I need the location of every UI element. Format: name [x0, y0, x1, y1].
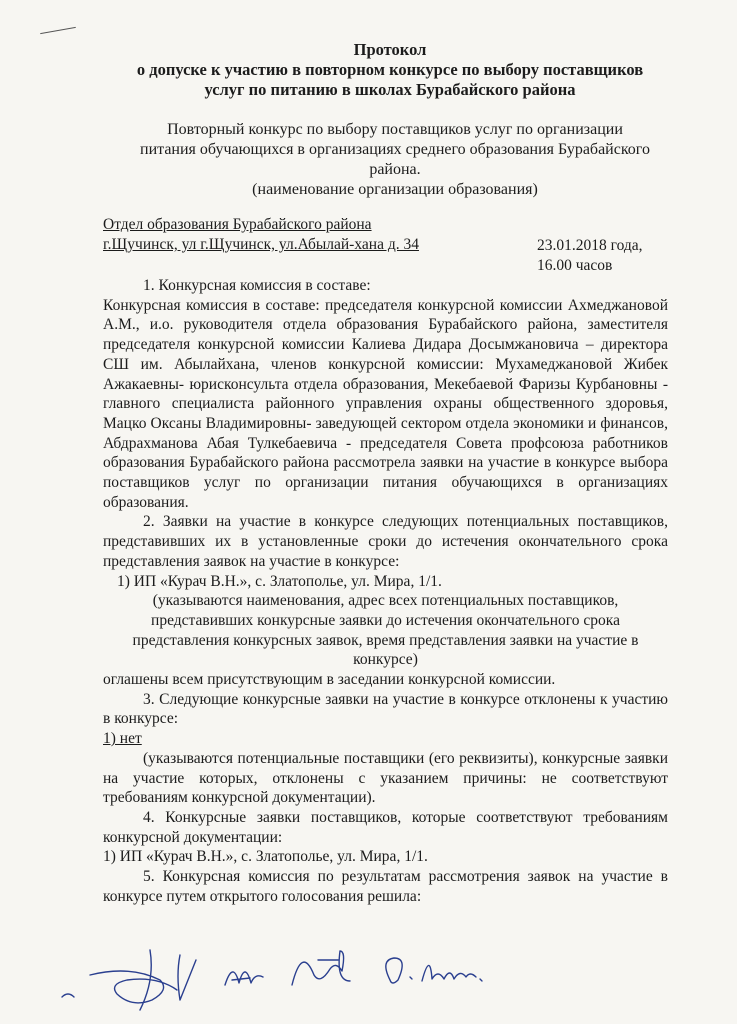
section-2-after: оглашены всем присутствующим в заседании конкурсной комиссии.	[103, 671, 556, 689]
title-line-1: Протокол	[353, 40, 427, 59]
section-2-note: (указываются наименования, адрес всех потенциальных поставщиков, представивших конкурсные заявки до истечения окончательного срока представления конкурсных заявок, время представления заявки на участие в конкурсе)	[132, 592, 639, 669]
section-3-text: 3. Следующие конкурсные заявки на участие в конкурсе отклонены к участию в конкурсе:	[103, 690, 668, 728]
signatures-area	[60, 935, 520, 1015]
section-3-item: 1) нет	[103, 730, 142, 748]
signature-3	[292, 951, 350, 985]
organization-name: Отдел образования Бурабайского района	[103, 216, 372, 233]
intro-line-1: Повторный конкурс по выбору поставщиков услуг по организации	[167, 121, 623, 138]
intro-line-4: (наименование организации образования)	[252, 181, 538, 198]
signature-2	[225, 972, 263, 985]
signature-4	[386, 958, 482, 983]
document-body	[103, 276, 668, 907]
title-line-3: услуг по питанию в школах Бурабайского района	[204, 80, 576, 99]
intro-line-3: района.	[369, 161, 421, 178]
intro-block	[110, 120, 680, 200]
signature-1	[62, 950, 196, 1010]
meeting-date: 23.01.2018 года,	[537, 237, 643, 254]
section-1-heading: 1. Конкурсная комиссия в составе:	[143, 277, 371, 294]
section-5-text: 5. Конкурсная комиссия по результатам рассмотрения заявок на участие в конкурсе путем открытого голосования решила:	[103, 868, 668, 905]
date-block	[537, 236, 643, 276]
section-4-item: 1) ИП «Курач В.Н.», с. Златополье, ул. Мира, 1/1.	[103, 848, 428, 866]
section-2-text: 2. Заявки на участие в конкурсе следующих потенциальных поставщиков, представивших их в установленные сроки до истечения окончательного срока представления заявок на участие в конкурсе:	[103, 513, 668, 570]
section-4-text: 4. Конкурсные заявки поставщиков, которые соответствуют требованиям конкурсной документации:	[103, 808, 668, 846]
meeting-time: 16.00 часов	[537, 257, 613, 274]
section-1-text: Конкурсная комиссия в составе: председателя конкурсной комиссии Ахмеджановой А.М., и.о. руководителя отдела образования Бурабайского района, заместителя председателя конкурсной комиссии Калиева Дидара Досымжановича – директора СШ им. Абылайхана, членов конкурсной комиссии: Мухамеджановой Жибек Ажакаевны- юрисконсульта отдела образования, Мекебаевой Фаризы Курбановны - главного специалиста районного управления охраны общественного здоровья, Мацко Оксаны Владимировны- заведующей сектором отдела экономики и финансов, Абдрахманова Абая Тулкебаевича - председателя Совета профсоюза работников образования Бурабайского района рассмотрела заявки на участие в конкурсе выбора поставщиков услуг по организации питания обучающихся в организациях образования.	[103, 296, 668, 511]
intro-line-2: питания обучающихся в организациях среднего образования Бурабайского	[140, 141, 650, 158]
section-2-item: 1) ИП «Курач В.Н.», с. Златополье, ул. Мира, 1/1.	[117, 572, 442, 590]
corner-mark	[40, 27, 76, 34]
title-line-2: о допуске к участию в повторном конкурсе по выбору поставщиков	[136, 60, 644, 79]
document-title	[90, 40, 690, 100]
section-3-note: (указываются потенциальные поставщики (его реквизиты), конкурсные заявки на участие которых, отклонены с указанием причины: не соответствуют требованиям конкурсной документации).	[103, 749, 668, 807]
organization-address: г.Щучинск, ул г.Щучинск, ул.Абылай-хана д. 34	[103, 236, 419, 253]
